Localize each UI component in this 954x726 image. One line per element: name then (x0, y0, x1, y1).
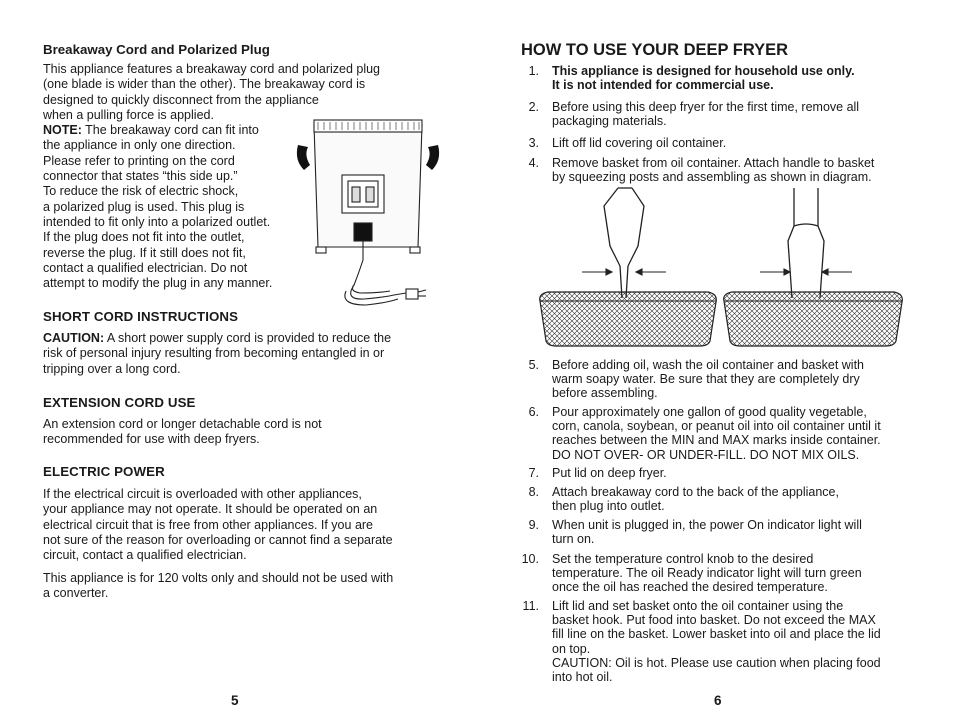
basket-right (724, 292, 903, 346)
note-text: The breakaway cord can fit into (81, 123, 259, 138)
fryer-cord-illustration (294, 115, 444, 315)
text-line: reverse the plug. If it still does not fit, (43, 245, 246, 260)
text-line: a polarized plug is used. This plug is (43, 199, 245, 214)
step-line: Before using this deep fryer for the first time, remove all (552, 100, 860, 114)
text-line: tripping over a long cord. (43, 361, 181, 376)
step-number: 11. (522, 599, 539, 613)
text-line: (one blade is wider than the other). The breakaway cord is (43, 77, 366, 92)
breakaway-heading: Breakaway Cord and Polarized Plug (43, 42, 270, 57)
text-line: risk of personal injury resulting from becoming entangled in or (43, 346, 385, 361)
electric-heading: ELECTRIC POWER (43, 464, 165, 479)
electric-text (43, 487, 393, 563)
step-line: Before adding oil, wash the oil container and basket with (552, 358, 864, 372)
text-line: To reduce the risk of electric shock, (43, 184, 239, 199)
step-line: warm soapy water. Be sure that they are completely dry (552, 372, 860, 387)
step-line: Set the temperature control knob to the desired (552, 552, 814, 566)
text-line: the appliance in only one direction. (43, 138, 236, 153)
extension-heading: EXTENSION CORD USE (43, 395, 196, 410)
text-line: recommended for use with deep fryers. (43, 432, 260, 447)
extension-text (43, 417, 322, 448)
right-page (521, 0, 916, 726)
step-number: 7. (528, 466, 539, 480)
text-line: connector that states “this side up.” (43, 169, 238, 184)
text-line: Please refer to printing on the cord (43, 153, 235, 168)
step-line: Attach breakaway cord to the back of the appliance, (552, 485, 839, 499)
step-line: Remove basket from oil container. Attach handle to basket (552, 156, 875, 170)
step-text (552, 552, 862, 595)
step-number: 4. (528, 156, 539, 170)
step-text (552, 518, 862, 546)
step-line: before assembling. (552, 386, 658, 401)
text-line: a converter. (43, 586, 109, 601)
caution-text: A short power supply cord is provided to reduce the (104, 331, 392, 345)
step-number: 6. (528, 405, 539, 419)
step-text (552, 466, 667, 480)
text-line: This appliance is for 120 volts only and should not be used with (43, 571, 394, 585)
step-number: 10. (521, 552, 539, 566)
step-line: reaches between the MIN and MAX marks inside container. (552, 433, 881, 448)
step-number: 2. (528, 100, 539, 114)
step-line: Lift lid and set basket onto the oil container using the (552, 599, 844, 613)
step-number: 8. (528, 485, 539, 499)
text-line: circuit, contact a qualified electrician. (43, 548, 247, 563)
step-line: once the oil has reached the desired temperature. (552, 580, 828, 595)
step-line: turn on. (552, 532, 595, 547)
text-line: An extension cord or longer detachable cord is not (43, 417, 322, 431)
step-line: This appliance is designed for household use only. (552, 64, 855, 78)
step-text (552, 156, 874, 184)
text-line: your appliance may not operate. It should be operated on an (43, 502, 378, 517)
text-line: designed to quickly disconnect from the appliance (43, 92, 319, 107)
step-text (552, 405, 881, 462)
step-line: packaging materials. (552, 114, 667, 129)
short-cord-heading: SHORT CORD INSTRUCTIONS (43, 309, 239, 324)
text-line: This appliance features a breakaway cord and polarized plug (43, 62, 381, 76)
step-line: When unit is plugged in, the power On indicator light will (552, 518, 862, 532)
step-line: CAUTION: Oil is hot. Please use caution when placing food (552, 655, 881, 670)
left-page (43, 0, 433, 726)
page-title: HOW TO USE YOUR DEEP FRYER (521, 41, 789, 59)
step-text (552, 64, 855, 92)
step-line: It is not intended for commercial use. (552, 78, 774, 93)
step-line: into hot oil. (552, 670, 613, 685)
basket-left (540, 292, 717, 346)
step-line: corn, canola, soybean, or peanut oil into oil container until it (552, 419, 881, 434)
step-line: Lift off lid covering oil container. (552, 136, 727, 150)
step-line: basket hook. Put food into basket. Do not exceed the MAX (552, 613, 876, 628)
step-number: 9. (528, 518, 539, 532)
caution-line (43, 331, 391, 346)
step-line: then plug into outlet. (552, 499, 665, 514)
text-line: If the electrical circuit is overloaded with other appliances, (43, 487, 362, 501)
text-line: electrical circuit that is free from other appliances. If you are (43, 517, 374, 532)
step-number: 5. (528, 358, 539, 372)
step-line: temperature. The oil Ready indicator light will turn green (552, 566, 862, 581)
step-text (552, 599, 881, 684)
step-line: fill line on the basket. Lower basket into oil and place the lid (552, 627, 881, 642)
step-line: Put lid on deep fryer. (552, 466, 667, 480)
step-text (552, 485, 839, 513)
text-line: intended to fit only into a polarized outlet. (43, 214, 271, 229)
step-line: Pour approximately one gallon of good quality vegetable, (552, 405, 867, 419)
step-line: on top. (552, 641, 591, 656)
step-text (552, 136, 726, 150)
voltage-text (43, 571, 393, 602)
basket-assembly-diagram (532, 186, 912, 346)
step-line: by squeezing posts and assembling as shown in diagram. (552, 170, 872, 185)
text-line: attempt to modify the plug in any manner. (43, 276, 273, 291)
note-label: NOTE: (43, 123, 82, 138)
text-line: contact a qualified electrician. Do not (43, 260, 248, 275)
text-line: If the plug does not fit into the outlet, (43, 230, 245, 245)
step-text (552, 358, 864, 401)
page-number: 5 (231, 693, 239, 708)
short-cord-text (43, 331, 391, 377)
text-line: not sure of the reason for overloading or cannot find a separate (43, 532, 393, 547)
step-number: 3. (528, 136, 539, 150)
caution-label: CAUTION: (43, 331, 105, 345)
page-number: 6 (714, 693, 722, 708)
step-line: DO NOT OVER- OR UNDER-FILL. DO NOT MIX OILS. (552, 447, 860, 462)
text-line: when a pulling force is applied. (43, 107, 214, 122)
step-text (552, 100, 859, 128)
step-number: 1. (528, 64, 539, 78)
